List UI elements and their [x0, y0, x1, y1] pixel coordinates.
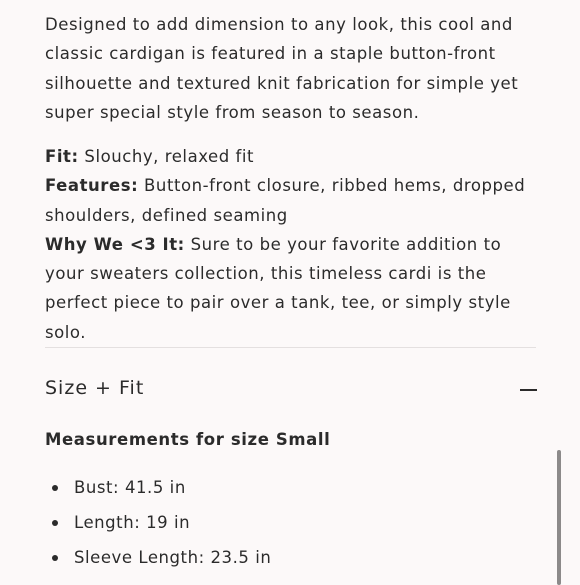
measurement-bust: Bust: 41.5 in — [74, 478, 186, 497]
bullet-icon — [52, 485, 58, 491]
bullet-icon — [52, 555, 58, 561]
list-item — [45, 543, 271, 578]
list-item — [45, 473, 271, 508]
fit-label: Fit: — [45, 147, 79, 166]
product-description: Designed to add dimension to any look, this cool and classic cardigan is featured in a staple button-front silhouette and textured knit fabrication for simple yet super special style from season to season. — [45, 15, 519, 122]
measurement-sleeve-length: Sleeve Length: 23.5 in — [74, 548, 272, 567]
measurement-length: Length: 19 in — [74, 513, 191, 532]
section-divider — [45, 347, 536, 348]
scrollbar-thumb[interactable] — [557, 450, 561, 585]
size-fit-accordion-header[interactable] — [45, 374, 537, 406]
minus-icon[interactable] — [520, 389, 537, 391]
why-we-love-it-label: Why We <3 It: — [45, 234, 185, 254]
measurements-heading: Measurements for size Small — [45, 430, 331, 449]
size-fit-title: Size + Fit — [45, 377, 145, 399]
features-value: Button-front closure, ribbed hems, dropped shoulders, defined seaming — [45, 176, 526, 225]
bullet-icon — [52, 520, 58, 526]
measurements-list — [45, 473, 271, 578]
features-label: Features: — [45, 176, 139, 196]
fit-value: Slouchy, relaxed fit — [78, 147, 255, 166]
why-we-love-it-value: Sure to be your favorite addition to your sweaters collection, this timeless cardi is the perfect piece to pair over a tank, tee, or simply style solo. — [45, 234, 511, 342]
product-details-list — [45, 142, 537, 347]
list-item — [45, 508, 271, 543]
